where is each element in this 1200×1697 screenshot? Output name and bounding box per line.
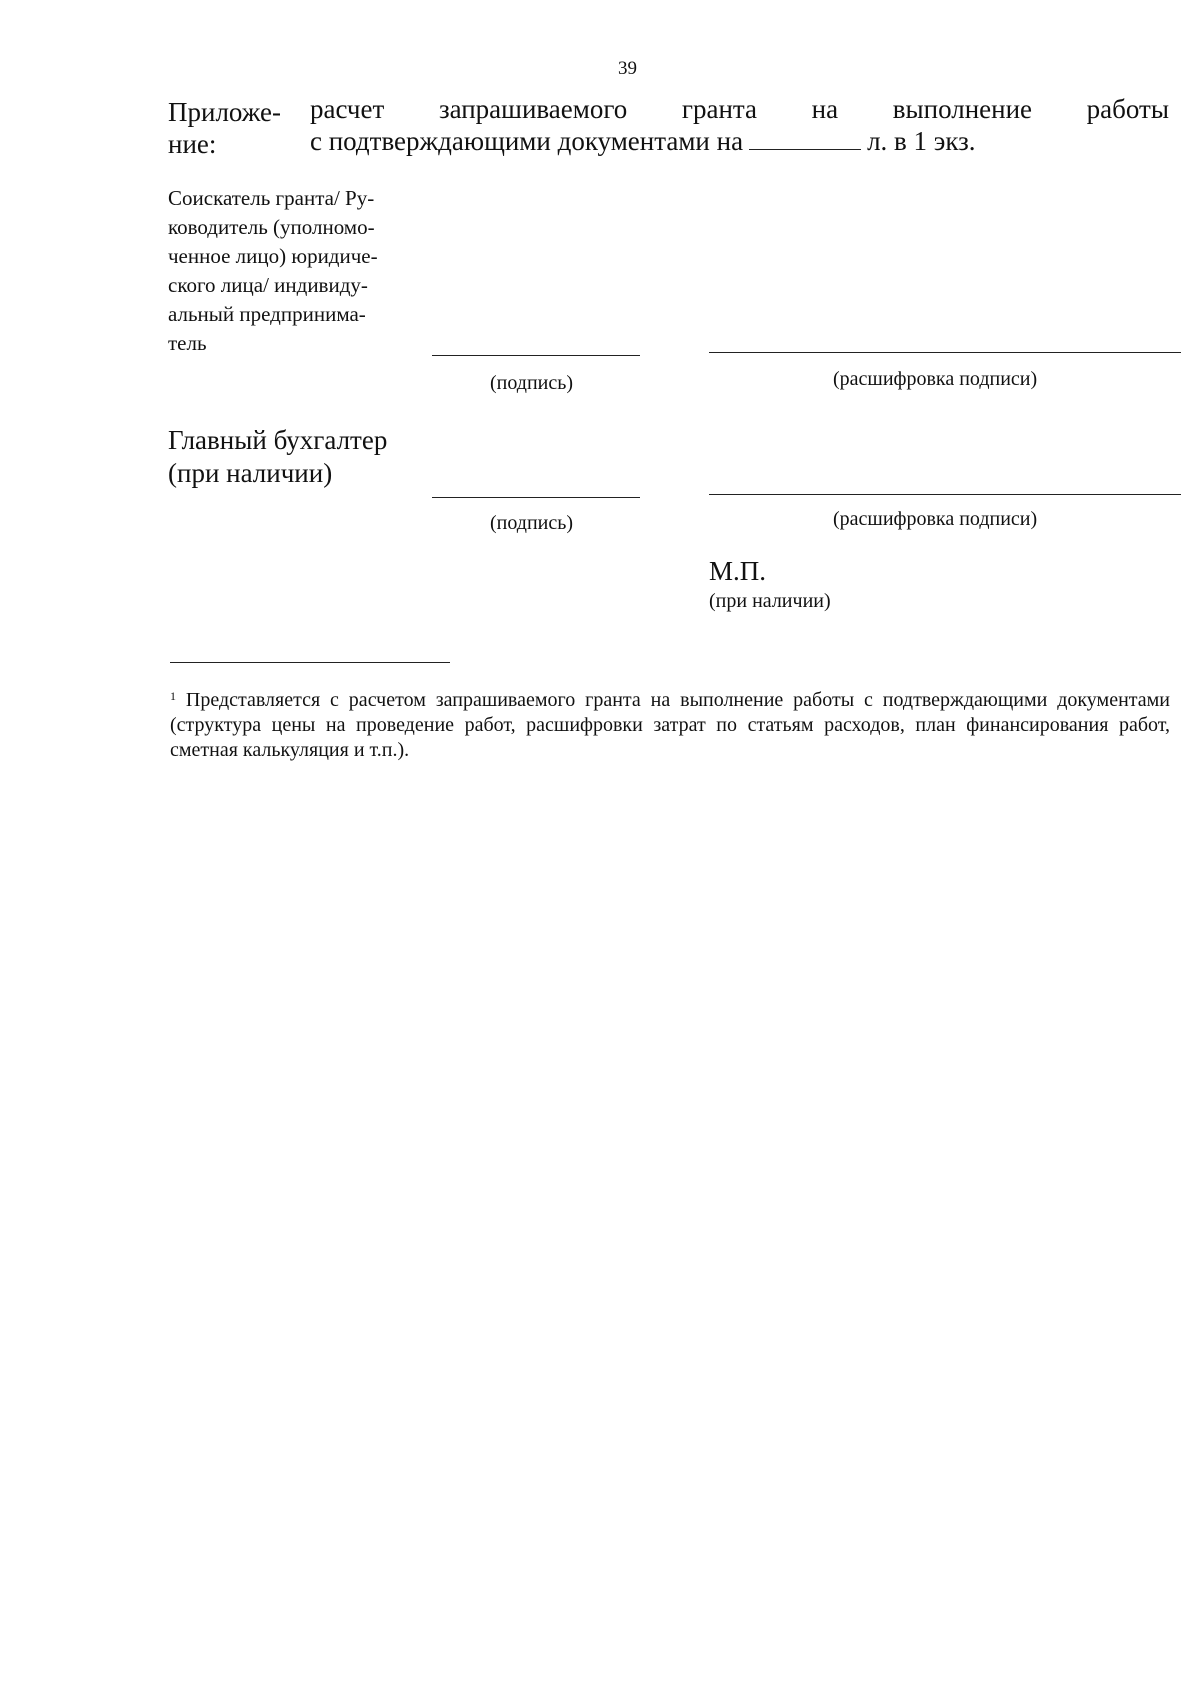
applicant-signature-caption: (подпись) [490,372,574,394]
sheet-count-blank[interactable] [749,127,861,150]
appendix-word: гранта [681,94,758,124]
appendix-word: на [811,94,839,124]
footnote [170,684,1170,763]
appendix-text-line2 [310,125,976,157]
applicant-label-line: тель [168,331,207,355]
applicant-label-line: Соискатель гранта/ Ру- [168,186,375,210]
accountant-signature-caption: (подпись) [490,512,574,534]
chief-accountant-title: Главный бухгалтер [168,425,388,455]
applicant-label [168,184,428,358]
appendix-text-after-blank: л. в 1 экз. [867,126,976,156]
applicant-signature-line[interactable] [432,355,640,356]
chief-accountant-note: (при наличии) [168,458,333,488]
applicant-label-line: ского лица/ индивиду- [168,273,368,297]
stamp-note: (при наличии) [709,590,831,612]
applicant-label-line: альный предпринима- [168,302,366,326]
accountant-name-decode-line[interactable] [709,494,1181,495]
applicant-label-line: ководитель (уполномо- [168,215,375,239]
appendix-label-line2: ние: [168,129,217,159]
appendix-label [168,96,281,160]
appendix-word: расчет [310,94,385,124]
accountant-signature-line[interactable] [432,497,640,498]
appendix-word: запрашиваемого [438,94,628,124]
applicant-decode-caption: (расшифровка подписи) [833,368,1038,390]
appendix-word: выполнение [892,94,1033,124]
applicant-label-line: ченное лицо) юридиче- [168,244,378,268]
footnote-text: Представляется с расчетом запрашиваемого гранта на выполнение работы с подтверждающими документами (структура цены на проведение работ, расшифровки затрат по статьям расходов, план финансирования работ, сметная калькуляция и т.п.). [170,689,1171,761]
footnote-marker: 1 [170,689,176,703]
footnote-divider [170,662,450,663]
accountant-decode-caption: (расшифровка подписи) [833,508,1038,530]
page-number: 39 [618,58,637,79]
appendix-label-line1: Приложе- [168,97,282,127]
appendix-text-before-blank: с подтверждающими документами на [310,126,744,156]
applicant-name-decode-line[interactable] [709,352,1181,353]
chief-accountant-label [168,424,387,490]
stamp-label: М.П. [709,556,767,586]
appendix-text-line1 [310,93,1169,125]
appendix-word: работы [1086,94,1169,124]
